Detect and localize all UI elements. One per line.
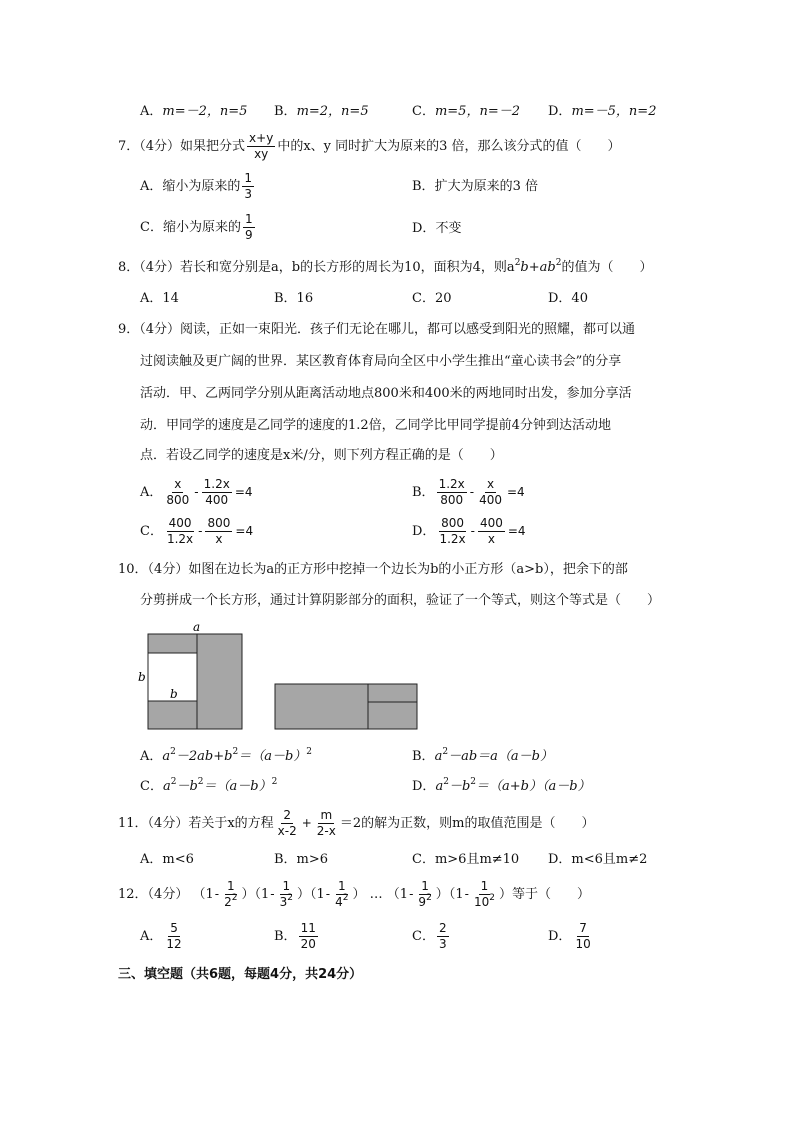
option-label: C． — [140, 779, 163, 794]
q10-line-2 — [140, 592, 660, 610]
option-text: －ab＝a（a－b） — [448, 749, 553, 764]
exponent: 2 — [170, 777, 177, 787]
fraction-denominator: 9 — [244, 228, 253, 242]
minus-sign: - — [214, 887, 220, 901]
fraction-numerator: 1 — [282, 879, 291, 893]
minus-sign: - — [469, 485, 475, 499]
q7-suffix: 中的x、y 同时扩大为原来的3 倍，那么该分式的值（ ） — [277, 139, 621, 154]
option-label: D． — [412, 779, 436, 794]
q9-line-3 — [140, 385, 632, 403]
option-label: A． — [140, 749, 163, 764]
q12-option-d — [548, 920, 595, 954]
fraction-denominator: 3 — [244, 187, 253, 201]
q11-option-a — [140, 851, 194, 869]
figure-label-a: a — [193, 620, 201, 634]
fraction-numerator: 400 — [168, 516, 192, 530]
option-fraction — [164, 478, 191, 507]
option-text: －b — [448, 779, 471, 794]
q7-option-d — [412, 220, 461, 238]
paren-open: （1 — [310, 887, 325, 902]
q10-text: 10．（4分）如图在边长为a的正方形中挖掉一个边长为b的小正方形（a>b），把余下的部 — [118, 562, 628, 577]
paren-close: ） — [352, 887, 366, 902]
fraction-numerator: m — [320, 808, 333, 822]
fraction-numerator: 1 — [244, 171, 253, 185]
exponent: 2 — [271, 777, 278, 787]
equation-rhs: =4 — [507, 485, 525, 499]
option-text: －2ab+b — [175, 749, 233, 764]
q8-prefix: 8．（4分）若长和宽分别是a，b的长方形的周长为10，面积为4，则a — [118, 260, 515, 275]
option-fraction — [437, 922, 449, 951]
option-text: A．m<6 — [140, 852, 194, 867]
option-text: 扩大为原来的3 倍 — [434, 179, 538, 194]
q6-option-c — [412, 103, 520, 121]
fraction-numerator: 1.2x — [203, 477, 230, 491]
fraction-denominator — [472, 895, 497, 909]
denominator-base: 4 — [335, 895, 343, 909]
exponent: 2 — [514, 258, 521, 268]
q7-option-b — [412, 178, 538, 196]
fraction-denominator: 1.2x — [439, 532, 466, 546]
option-label: B． — [274, 929, 297, 944]
option-text: 缩小为原来的 — [162, 220, 241, 235]
option-text: a — [435, 779, 444, 794]
paren-close: ） — [498, 887, 512, 902]
fraction-denominator: x-2 — [277, 824, 297, 838]
paren-open: （1 — [254, 887, 270, 902]
exponent: 2 — [287, 893, 293, 903]
fraction-numerator: 1 — [337, 879, 346, 893]
factor-fraction — [333, 880, 350, 909]
option-label: A． — [140, 179, 163, 194]
option-label: D． — [548, 929, 572, 944]
fraction-denominator: 2-x — [316, 824, 336, 838]
fraction-numerator: 2 — [438, 921, 447, 935]
fraction-denominator — [416, 895, 433, 909]
option-text: A．14 — [140, 291, 179, 306]
option-fraction — [242, 172, 254, 201]
exponent: 2 — [197, 777, 204, 787]
option-label: B． — [412, 179, 435, 194]
option-fraction — [477, 478, 504, 507]
q9-line-5 — [140, 447, 503, 465]
q12-factor — [386, 879, 449, 909]
exponent: 2 — [231, 893, 238, 903]
paren-open: （1 — [192, 887, 214, 902]
q11-option-b — [274, 851, 328, 869]
fraction-denominator: x — [215, 532, 223, 546]
q9-text: 动．甲同学的速度是乙同学的速度的1.2倍，乙同学比甲同学提前4分钟到达活动地 — [140, 418, 611, 433]
option-fraction — [437, 517, 467, 546]
exponent: 2 — [443, 777, 449, 787]
q6-option-a — [140, 103, 247, 121]
q11-stem — [118, 807, 594, 840]
fraction-numerator: 11 — [300, 921, 316, 935]
fraction-numerator: 2 — [283, 808, 292, 822]
minus-sign: - — [198, 524, 203, 538]
q11-option-d — [548, 851, 647, 869]
factor-fraction — [222, 880, 239, 909]
option-text: D．40 — [548, 291, 588, 306]
option-label: A． — [140, 104, 163, 119]
option-text: B．m>6 — [274, 852, 329, 867]
equation-rhs: =4 — [234, 485, 253, 499]
q12-stem — [118, 877, 590, 912]
factor-fraction — [278, 880, 295, 909]
q12-option-c — [412, 920, 451, 954]
option-label: C． — [412, 104, 435, 119]
option-text: m=5，n=－2 — [434, 104, 520, 119]
q12-factor — [192, 879, 255, 909]
q12-option-a — [140, 920, 186, 954]
option-text: －b — [176, 779, 198, 794]
figure-label-b-bottom: b — [170, 687, 178, 701]
exponent: 2 — [306, 747, 312, 757]
option-label: C． — [140, 220, 163, 235]
option-label: A． — [140, 485, 163, 500]
fraction-numerator: 5 — [170, 921, 178, 935]
fraction-denominator — [333, 895, 350, 909]
option-fraction — [437, 478, 467, 507]
option-text: m=2，n=5 — [296, 104, 369, 119]
q7-stem — [118, 132, 621, 162]
option-text: D．m<6且m≠2 — [548, 852, 648, 867]
fraction-numerator: 400 — [479, 516, 503, 530]
option-label: D． — [412, 221, 436, 236]
q10-line-1 — [118, 561, 628, 579]
q9-option-d — [412, 514, 527, 549]
minus-sign: - — [325, 887, 331, 901]
section-title-text: 三、填空题（共6题，每题4分，共24分） — [118, 967, 363, 982]
minus-sign: - — [409, 887, 414, 901]
option-text: 缩小为原来的 — [162, 179, 241, 194]
denominator-base: 9 — [418, 895, 427, 909]
q10-figure — [136, 620, 436, 735]
q9-line-2 — [140, 353, 621, 371]
option-fraction — [478, 517, 505, 546]
option-text: m=－2，n=5 — [162, 104, 248, 119]
option-fraction — [165, 517, 195, 546]
q6-option-b — [274, 103, 369, 121]
option-text: a — [434, 749, 443, 764]
option-label: D． — [412, 524, 436, 539]
q8-stem — [118, 259, 652, 277]
fraction-denominator: 1.2x — [166, 532, 194, 546]
q8-option-a — [140, 290, 179, 308]
option-fraction — [573, 922, 592, 951]
fraction-numerator: 7 — [579, 921, 587, 935]
fraction-denominator: 12 — [166, 937, 182, 951]
q9-text: 活动．甲、乙两同学分别从距离活动地点800米和400米的两地同时出发，参加分享活 — [140, 386, 632, 401]
q12-prefix: 12．（4分） — [118, 887, 189, 902]
q9-text: 9．（4分）阅读，正如一束阳光．孩子们无论在哪儿，都可以感受到阳光的照耀，都可以通 — [118, 322, 636, 337]
q10-option-d — [412, 778, 591, 796]
q11-fraction-1 — [276, 809, 299, 838]
fraction-numerator: 1 — [244, 212, 253, 226]
q10-option-a — [140, 748, 312, 766]
exponent: 2 — [426, 893, 432, 903]
exponent: 2 — [442, 747, 449, 757]
fraction-numerator: 1 — [226, 879, 235, 893]
minus-sign: - — [194, 485, 199, 499]
option-text: 不变 — [435, 221, 462, 236]
q10-text: 分剪拼成一个长方形，通过计算阴影部分的面积，验证了一个等式，则这个等式是（ ） — [140, 593, 661, 608]
option-label: B． — [412, 485, 435, 500]
option-text: ＝（a－b） — [238, 749, 307, 764]
factor-fraction — [472, 880, 497, 909]
fraction-numerator: x — [174, 477, 182, 491]
denominator-base: 3 — [279, 895, 288, 909]
q11-prefix: 11．（4分）若关于x的方程 — [118, 816, 274, 831]
paren-open: （1 — [448, 887, 464, 902]
fraction-denominator: 800 — [166, 493, 190, 507]
fraction-denominator — [278, 895, 295, 909]
fraction-denominator: 800 — [440, 493, 464, 507]
option-label: C． — [140, 524, 163, 539]
q9-line-1 — [118, 321, 635, 339]
fraction-denominator: x — [487, 532, 495, 546]
figure-label-b-side: b — [138, 670, 146, 684]
plus-sign: + — [301, 816, 312, 830]
q8-mid: b+ab — [520, 260, 556, 275]
q8-option-d — [548, 290, 588, 308]
option-fraction — [243, 213, 255, 242]
q10-option-c — [140, 778, 277, 796]
option-label: B． — [412, 749, 435, 764]
fraction-numerator: 1.2x — [438, 477, 465, 491]
q7-prefix: 7．（4分）如果把分式 — [118, 139, 246, 154]
exponent: 2 — [232, 747, 239, 757]
q12-factor — [448, 879, 512, 909]
ellipsis: … — [369, 887, 383, 902]
option-fraction — [205, 517, 232, 546]
q11-option-c — [412, 851, 519, 869]
option-text: ＝（a+b）（a－b） — [476, 779, 591, 794]
q9-option-a — [140, 475, 254, 510]
exponent: 2 — [555, 258, 562, 268]
fraction-numerator: 800 — [441, 516, 464, 530]
q10-option-b — [412, 748, 553, 766]
fraction-denominator: 400 — [479, 493, 502, 507]
option-label: A． — [140, 929, 163, 944]
option-fraction — [202, 478, 232, 507]
option-text: m=－5，n=2 — [571, 104, 657, 119]
option-text: B．16 — [274, 291, 314, 306]
exponent: 2 — [342, 893, 349, 903]
q11-fraction-2 — [315, 809, 338, 838]
q12-factor — [310, 879, 366, 909]
option-text: a — [162, 749, 171, 764]
q7-fraction — [247, 132, 275, 161]
paren-close: ） — [435, 887, 449, 902]
fraction-numerator: 800 — [207, 516, 231, 530]
exponent: 2 — [470, 777, 476, 787]
option-text: a — [162, 779, 171, 794]
section-3-title — [118, 966, 362, 984]
fraction-numerator: 1 — [421, 879, 429, 893]
q11-suffix: ＝2的解为正数，则m的取值范围是（ ） — [339, 816, 595, 831]
q9-option-b — [412, 475, 526, 510]
option-fraction — [299, 922, 318, 951]
q8-suffix: 的值为（ ） — [561, 260, 653, 275]
q9-option-c — [140, 514, 254, 549]
exponent: 2 — [489, 893, 495, 903]
option-fraction — [164, 922, 183, 951]
minus-sign: - — [270, 887, 275, 901]
fraction-numerator: x — [486, 477, 495, 491]
denominator-base: 10 — [473, 895, 490, 909]
fraction-numerator: 1 — [480, 879, 489, 893]
q9-text: 点．若设乙同学的速度是x米/分，则下列方程正确的是（ ） — [140, 448, 503, 463]
q12-factor — [254, 879, 310, 909]
exponent: 2 — [170, 747, 176, 757]
fraction-denominator: 20 — [300, 937, 316, 951]
fraction-denominator: 400 — [205, 493, 229, 507]
figure-rectangle — [275, 684, 417, 729]
option-label: B． — [274, 104, 297, 119]
option-label: D． — [548, 104, 572, 119]
q12-suffix: 等于（ ） — [511, 887, 590, 902]
q8-option-c — [412, 290, 452, 308]
denominator-base: 2 — [224, 895, 232, 909]
fraction-numerator: x+y — [249, 131, 274, 145]
fraction-denominator: xy — [254, 147, 269, 161]
option-label: C． — [412, 929, 435, 944]
factor-fraction — [416, 880, 433, 909]
equation-rhs: =4 — [507, 524, 526, 538]
fraction-denominator — [222, 895, 239, 909]
paren-close: ） — [241, 887, 255, 902]
option-text: C．m>6且m≠10 — [412, 852, 520, 867]
q9-line-4 — [140, 417, 611, 435]
equation-rhs: =4 — [235, 524, 254, 538]
minus-sign: - — [464, 887, 469, 901]
q7-option-a — [140, 172, 256, 202]
q9-text: 过阅读触及更广阔的世界．某区教育体育局向全区中小学生推出“童心读书会”的分享 — [140, 354, 622, 369]
fraction-denominator: 3 — [438, 937, 447, 951]
option-text: C．20 — [412, 291, 452, 306]
q8-option-b — [274, 290, 313, 308]
q12-option-b — [274, 920, 320, 954]
minus-sign: - — [470, 524, 475, 538]
q6-option-d — [548, 103, 656, 121]
q7-option-c — [140, 213, 257, 243]
paren-open: （1 — [386, 887, 409, 902]
fraction-denominator: 10 — [575, 937, 591, 951]
option-text: ＝（a－b） — [203, 779, 272, 794]
paren-close: ） — [296, 887, 310, 902]
